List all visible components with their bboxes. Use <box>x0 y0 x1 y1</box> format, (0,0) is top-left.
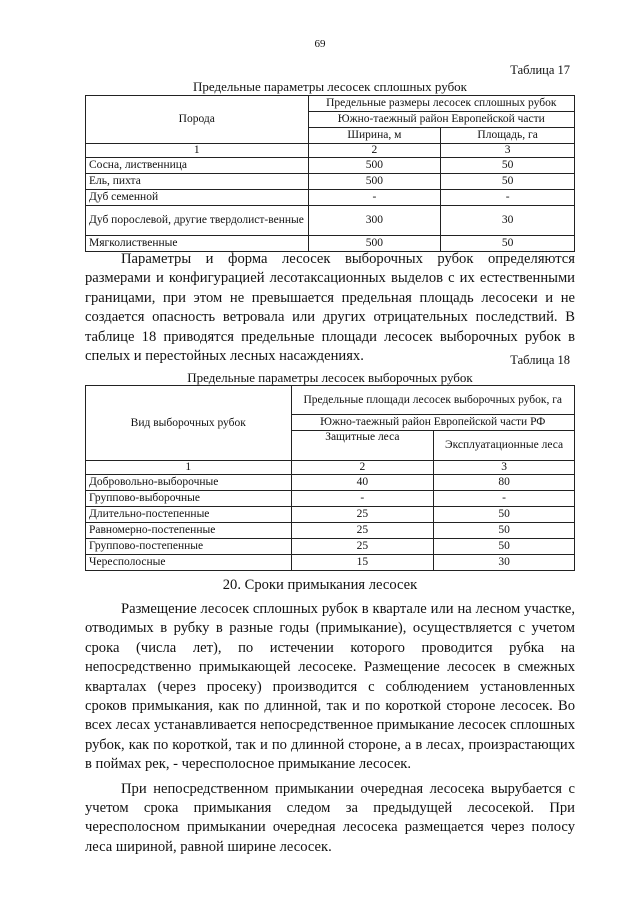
paragraph-adjacency <box>85 600 575 857</box>
table17-num: 1 <box>86 144 309 158</box>
table17-cell-area: - <box>441 190 575 206</box>
table18-cell-protect: 25 <box>291 539 434 555</box>
table18-cell-name: Длительно-постепенные <box>86 507 292 523</box>
table18 <box>85 385 575 571</box>
table17-title: Предельные параметры лесосек сплошных рубок <box>192 79 467 94</box>
table17-cell-name: Сосна, лиственница <box>86 158 309 174</box>
table-row <box>86 190 575 206</box>
table18-cell-protect: - <box>291 491 434 507</box>
table18-cell-exploit: 50 <box>434 539 575 555</box>
table-row <box>86 507 575 523</box>
table18-col-kind: Вид выборочных рубок <box>86 386 292 461</box>
table17-cell-width: - <box>308 190 441 206</box>
table17-col-area: Площадь, га <box>441 128 575 144</box>
table17-label: Таблица 17 <box>510 63 570 77</box>
table18-cell-name: Чересполосные <box>86 555 292 571</box>
paragraph-limits <box>85 250 575 366</box>
table17-cell-width: 500 <box>308 174 441 190</box>
table17-col-region: Южно-таежный район Европейской части <box>308 112 574 128</box>
section-title: 20. Сроки примыкания лесосек <box>222 577 418 593</box>
table18-cell-exploit: 80 <box>434 475 575 491</box>
table17-cell-area: 50 <box>441 236 575 252</box>
table-row <box>86 539 575 555</box>
table18-col-exploit: Эксплуатационные леса <box>434 431 575 461</box>
table17-num: 3 <box>441 144 575 158</box>
table-row <box>86 491 575 507</box>
table-row <box>86 523 575 539</box>
table18-col-protect: Защитные леса <box>291 431 434 461</box>
table-row <box>86 475 575 491</box>
table18-cell-protect: 25 <box>291 523 434 539</box>
table18-cell-exploit: 50 <box>434 507 575 523</box>
table18-cell-name: Добровольно-выборочные <box>86 475 292 491</box>
table-row <box>86 206 575 236</box>
table17-cell-name: Дуб семенной <box>86 190 309 206</box>
table18-num: 3 <box>434 461 575 475</box>
table18-cell-exploit: - <box>434 491 575 507</box>
table-row <box>86 158 575 174</box>
table17-cell-area: 50 <box>441 158 575 174</box>
table18-cell-exploit: 50 <box>434 523 575 539</box>
table18-num: 2 <box>291 461 434 475</box>
table18-cell-name: Группово-постепенные <box>86 539 292 555</box>
table18-cell-name: Равномерно-постепенные <box>86 523 292 539</box>
table17-cell-name: Дуб порослевой, другие твердолист-венные <box>86 206 309 236</box>
table18-cell-protect: 40 <box>291 475 434 491</box>
table17-cell-width: 500 <box>308 236 441 252</box>
table18-cell-name: Группово-выборочные <box>86 491 292 507</box>
table17-cell-name: Мягколиственные <box>86 236 309 252</box>
table17-cell-area: 30 <box>441 206 575 236</box>
table18-col-region: Южно-таежный район Европейской части РФ <box>291 415 575 431</box>
table17-cell-width: 300 <box>308 206 441 236</box>
table17-col-width: Ширина, м <box>308 128 441 144</box>
table18-num: 1 <box>86 461 292 475</box>
page-number: 69 <box>314 38 326 50</box>
table17-cell-name: Ель, пихта <box>86 174 309 190</box>
table18-col-group: Предельные площади лесосек выборочных рубок, га <box>291 386 575 415</box>
table-row <box>86 555 575 571</box>
table17 <box>85 95 575 252</box>
table18-label: Таблица 18 <box>510 353 570 367</box>
table17-cell-area: 50 <box>441 174 575 190</box>
table17-col-group: Предельные размеры лесосек сплошных рубок <box>308 96 574 112</box>
table18-title: Предельные параметры лесосек выборочных рубок <box>187 370 473 385</box>
paragraph-text: Размещение лесосек сплошных рубок в квартале или на лесном участке, отводимых в рубку в разные годы (примыкание), осуществляется с учетом срока (числа лет), по истечении которого проводится рубка на непосредственно примыкающей лесосеке. Размещение лесосек в смежных кварталах (через просеку) производится с соблюдением установленных сроков примыкания, как по длинной, так и по короткой стороне лесосек. Во всех лесах устанавливается непосредственное примыкание лесосек сплошных рубок, как по короткой, так и по длинной стороне, а в лесах, произрастающих в поймах рек, - чересполосное примыкание лесосек. <box>85 601 575 773</box>
paragraph-text: При непосредственном примыкании очередная лесосека вырубается с учетом срока примыкания следом за предыдущей лесосекой. При чересполосном примыкании очередная лесосека размещается через полосу леса шириной, равной ширине лесосек. <box>85 780 575 855</box>
table-row <box>86 174 575 190</box>
table18-cell-protect: 15 <box>291 555 434 571</box>
table17-num: 2 <box>308 144 441 158</box>
paragraph-text: Параметры и форма лесосек выборочных рубок определяются размерами и конфигурацией лесотаксационных выделов с их естественными границами, при этом не превышается предельная площадь лесосеки и не создается опасность ветровала или других отрицательных последствий. В таблице 18 приводятся предельные площади лесосек выборочных рубок в спелых и перестойных лесных насаждениях. <box>85 251 575 365</box>
table17-cell-width: 500 <box>308 158 441 174</box>
table18-cell-protect: 25 <box>291 507 434 523</box>
table17-col-breed: Порода <box>86 96 309 144</box>
table18-cell-exploit: 30 <box>434 555 575 571</box>
